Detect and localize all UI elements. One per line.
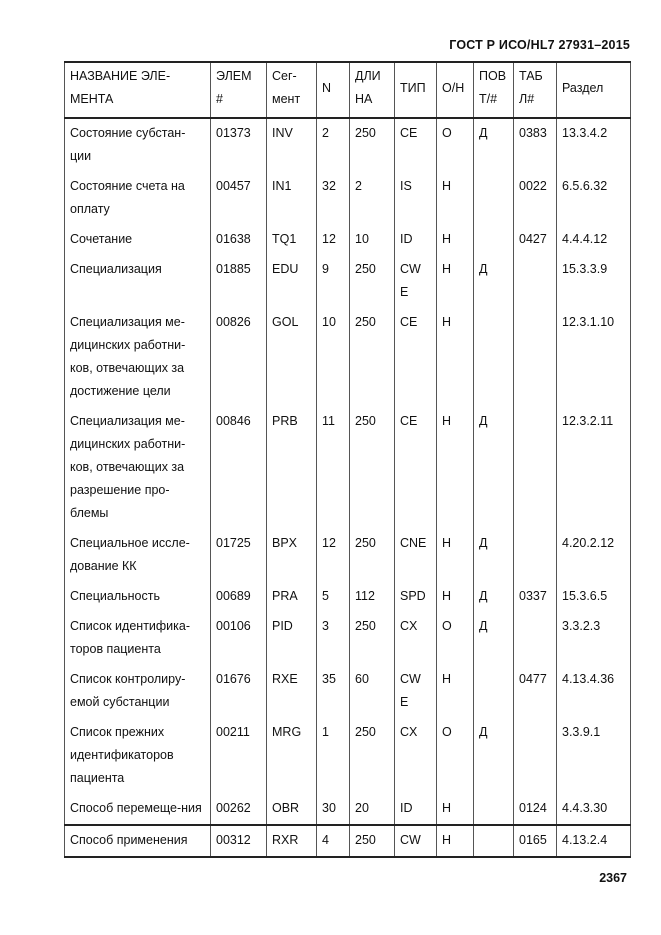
table-row bbox=[65, 308, 631, 407]
cell-opt: О bbox=[437, 118, 474, 172]
cell-elem: 00262 bbox=[211, 794, 267, 825]
cell-n: 11 bbox=[317, 407, 350, 529]
cell-opt: Н bbox=[437, 225, 474, 255]
column-header-n: N bbox=[317, 62, 350, 118]
cell-type: CNE bbox=[395, 529, 437, 582]
cell-type: CW bbox=[395, 825, 437, 857]
cell-rep bbox=[474, 308, 514, 407]
cell-name: Специализация bbox=[65, 255, 211, 308]
cell-section: 13.3.4.2 bbox=[557, 118, 631, 172]
cell-elem: 00846 bbox=[211, 407, 267, 529]
cell-elem: 00106 bbox=[211, 612, 267, 665]
cell-name: Список контролиру-емой субстанции bbox=[65, 665, 211, 718]
cell-type: SPD bbox=[395, 582, 437, 612]
cell-name: Способ перемеще-ния bbox=[65, 794, 211, 825]
cell-n: 10 bbox=[317, 308, 350, 407]
cell-name: Специальность bbox=[65, 582, 211, 612]
column-header-rep: ПОВ Т/# bbox=[474, 62, 514, 118]
cell-length: 112 bbox=[350, 582, 395, 612]
cell-length: 250 bbox=[350, 529, 395, 582]
table-row bbox=[65, 172, 631, 225]
cell-table bbox=[514, 529, 557, 582]
table-row bbox=[65, 118, 631, 172]
cell-table bbox=[514, 308, 557, 407]
cell-section: 4.4.4.12 bbox=[557, 225, 631, 255]
table-row bbox=[65, 225, 631, 255]
table-row bbox=[65, 582, 631, 612]
cell-name: Способ применения bbox=[65, 825, 211, 857]
table-row bbox=[65, 529, 631, 582]
cell-length: 250 bbox=[350, 118, 395, 172]
cell-section: 12.3.1.10 bbox=[557, 308, 631, 407]
column-header-type: ТИП bbox=[395, 62, 437, 118]
cell-elem: 01725 bbox=[211, 529, 267, 582]
cell-opt: Н bbox=[437, 308, 474, 407]
cell-n: 9 bbox=[317, 255, 350, 308]
cell-length: 250 bbox=[350, 612, 395, 665]
cell-rep: Д bbox=[474, 407, 514, 529]
cell-type: CW E bbox=[395, 255, 437, 308]
cell-segment: INV bbox=[267, 118, 317, 172]
cell-table: 0337 bbox=[514, 582, 557, 612]
cell-n: 1 bbox=[317, 718, 350, 794]
cell-type: IS bbox=[395, 172, 437, 225]
cell-rep bbox=[474, 225, 514, 255]
cell-type: ID bbox=[395, 225, 437, 255]
cell-segment: PRB bbox=[267, 407, 317, 529]
cell-section: 12.3.2.11 bbox=[557, 407, 631, 529]
cell-rep: Д bbox=[474, 118, 514, 172]
table-row bbox=[65, 794, 631, 825]
cell-rep bbox=[474, 665, 514, 718]
cell-type: CE bbox=[395, 118, 437, 172]
cell-table: 0477 bbox=[514, 665, 557, 718]
cell-name: Список прежних идентификаторов пациента bbox=[65, 718, 211, 794]
cell-elem: 00826 bbox=[211, 308, 267, 407]
cell-name: Состояние счета на оплату bbox=[65, 172, 211, 225]
cell-table: 0022 bbox=[514, 172, 557, 225]
table-header-row bbox=[65, 62, 631, 118]
cell-n: 35 bbox=[317, 665, 350, 718]
cell-table: 0165 bbox=[514, 825, 557, 857]
cell-rep bbox=[474, 172, 514, 225]
cell-section: 3.3.2.3 bbox=[557, 612, 631, 665]
cell-opt: Н bbox=[437, 172, 474, 225]
cell-elem: 00457 bbox=[211, 172, 267, 225]
cell-section: 3.3.9.1 bbox=[557, 718, 631, 794]
page-number: 2367 bbox=[599, 871, 627, 885]
cell-type: ID bbox=[395, 794, 437, 825]
cell-table: 0427 bbox=[514, 225, 557, 255]
cell-segment: PID bbox=[267, 612, 317, 665]
cell-name: Список идентифика-торов пациента bbox=[65, 612, 211, 665]
cell-n: 5 bbox=[317, 582, 350, 612]
cell-segment: IN1 bbox=[267, 172, 317, 225]
cell-name: Состояние субстан-ции bbox=[65, 118, 211, 172]
cell-opt: Н bbox=[437, 255, 474, 308]
cell-type: CX bbox=[395, 718, 437, 794]
data-elements-table bbox=[64, 61, 631, 858]
cell-segment: EDU bbox=[267, 255, 317, 308]
cell-segment: TQ1 bbox=[267, 225, 317, 255]
cell-n: 4 bbox=[317, 825, 350, 857]
cell-type: CX bbox=[395, 612, 437, 665]
document-standard-header: ГОСТ Р ИСО/HL7 27931–2015 bbox=[449, 38, 630, 52]
cell-opt: О bbox=[437, 612, 474, 665]
cell-n: 32 bbox=[317, 172, 350, 225]
cell-opt: Н bbox=[437, 529, 474, 582]
cell-elem: 01373 bbox=[211, 118, 267, 172]
cell-n: 12 bbox=[317, 529, 350, 582]
cell-segment: MRG bbox=[267, 718, 317, 794]
cell-opt: О bbox=[437, 718, 474, 794]
cell-segment: BPX bbox=[267, 529, 317, 582]
cell-length: 250 bbox=[350, 255, 395, 308]
cell-elem: 01676 bbox=[211, 665, 267, 718]
table-row bbox=[65, 665, 631, 718]
cell-segment: RXE bbox=[267, 665, 317, 718]
cell-rep bbox=[474, 794, 514, 825]
cell-type: CW E bbox=[395, 665, 437, 718]
cell-n: 3 bbox=[317, 612, 350, 665]
cell-n: 30 bbox=[317, 794, 350, 825]
cell-length: 10 bbox=[350, 225, 395, 255]
cell-segment: OBR bbox=[267, 794, 317, 825]
cell-table: 0383 bbox=[514, 118, 557, 172]
cell-table: 0124 bbox=[514, 794, 557, 825]
cell-length: 250 bbox=[350, 718, 395, 794]
cell-elem: 00312 bbox=[211, 825, 267, 857]
column-header-segment: Сег-мент bbox=[267, 62, 317, 118]
cell-section: 4.20.2.12 bbox=[557, 529, 631, 582]
cell-n: 2 bbox=[317, 118, 350, 172]
table-row bbox=[65, 825, 631, 857]
column-header-name: НАЗВАНИЕ ЭЛЕ-МЕНТА bbox=[65, 62, 211, 118]
cell-n: 12 bbox=[317, 225, 350, 255]
cell-length: 20 bbox=[350, 794, 395, 825]
cell-type: CE bbox=[395, 407, 437, 529]
cell-opt: Н bbox=[437, 407, 474, 529]
cell-name: Сочетание bbox=[65, 225, 211, 255]
cell-length: 60 bbox=[350, 665, 395, 718]
cell-name: Специальное иссле-дование КК bbox=[65, 529, 211, 582]
cell-elem: 01885 bbox=[211, 255, 267, 308]
cell-segment: GOL bbox=[267, 308, 317, 407]
cell-elem: 01638 bbox=[211, 225, 267, 255]
cell-opt: Н bbox=[437, 825, 474, 857]
cell-table bbox=[514, 255, 557, 308]
cell-rep: Д bbox=[474, 718, 514, 794]
cell-section: 15.3.6.5 bbox=[557, 582, 631, 612]
cell-segment: RXR bbox=[267, 825, 317, 857]
cell-rep bbox=[474, 825, 514, 857]
cell-section: 15.3.3.9 bbox=[557, 255, 631, 308]
cell-length: 250 bbox=[350, 825, 395, 857]
table-row bbox=[65, 255, 631, 308]
table-row bbox=[65, 407, 631, 529]
cell-section: 4.4.3.30 bbox=[557, 794, 631, 825]
cell-length: 250 bbox=[350, 407, 395, 529]
cell-name: Специализация ме-дицинских работни-ков, отвечающих за достижение цели bbox=[65, 308, 211, 407]
cell-rep: Д bbox=[474, 582, 514, 612]
cell-table bbox=[514, 718, 557, 794]
cell-table bbox=[514, 612, 557, 665]
table-row bbox=[65, 612, 631, 665]
cell-opt: Н bbox=[437, 794, 474, 825]
cell-opt: Н bbox=[437, 665, 474, 718]
column-header-opt: О/Н bbox=[437, 62, 474, 118]
cell-length: 2 bbox=[350, 172, 395, 225]
cell-table bbox=[514, 407, 557, 529]
cell-length: 250 bbox=[350, 308, 395, 407]
cell-opt: Н bbox=[437, 582, 474, 612]
cell-elem: 00689 bbox=[211, 582, 267, 612]
cell-section: 4.13.2.4 bbox=[557, 825, 631, 857]
table-row bbox=[65, 718, 631, 794]
column-header-length: ДЛИ НА bbox=[350, 62, 395, 118]
cell-type: CE bbox=[395, 308, 437, 407]
cell-elem: 00211 bbox=[211, 718, 267, 794]
cell-section: 6.5.6.32 bbox=[557, 172, 631, 225]
cell-rep: Д bbox=[474, 529, 514, 582]
column-header-section: Раздел bbox=[557, 62, 631, 118]
cell-section: 4.13.4.36 bbox=[557, 665, 631, 718]
column-header-elem: ЭЛЕМ # bbox=[211, 62, 267, 118]
cell-segment: PRA bbox=[267, 582, 317, 612]
cell-name: Специализация ме-дицинских работни-ков, отвечающих за разрешение про-блемы bbox=[65, 407, 211, 529]
cell-rep: Д bbox=[474, 612, 514, 665]
column-header-table: ТАБ Л# bbox=[514, 62, 557, 118]
cell-rep: Д bbox=[474, 255, 514, 308]
